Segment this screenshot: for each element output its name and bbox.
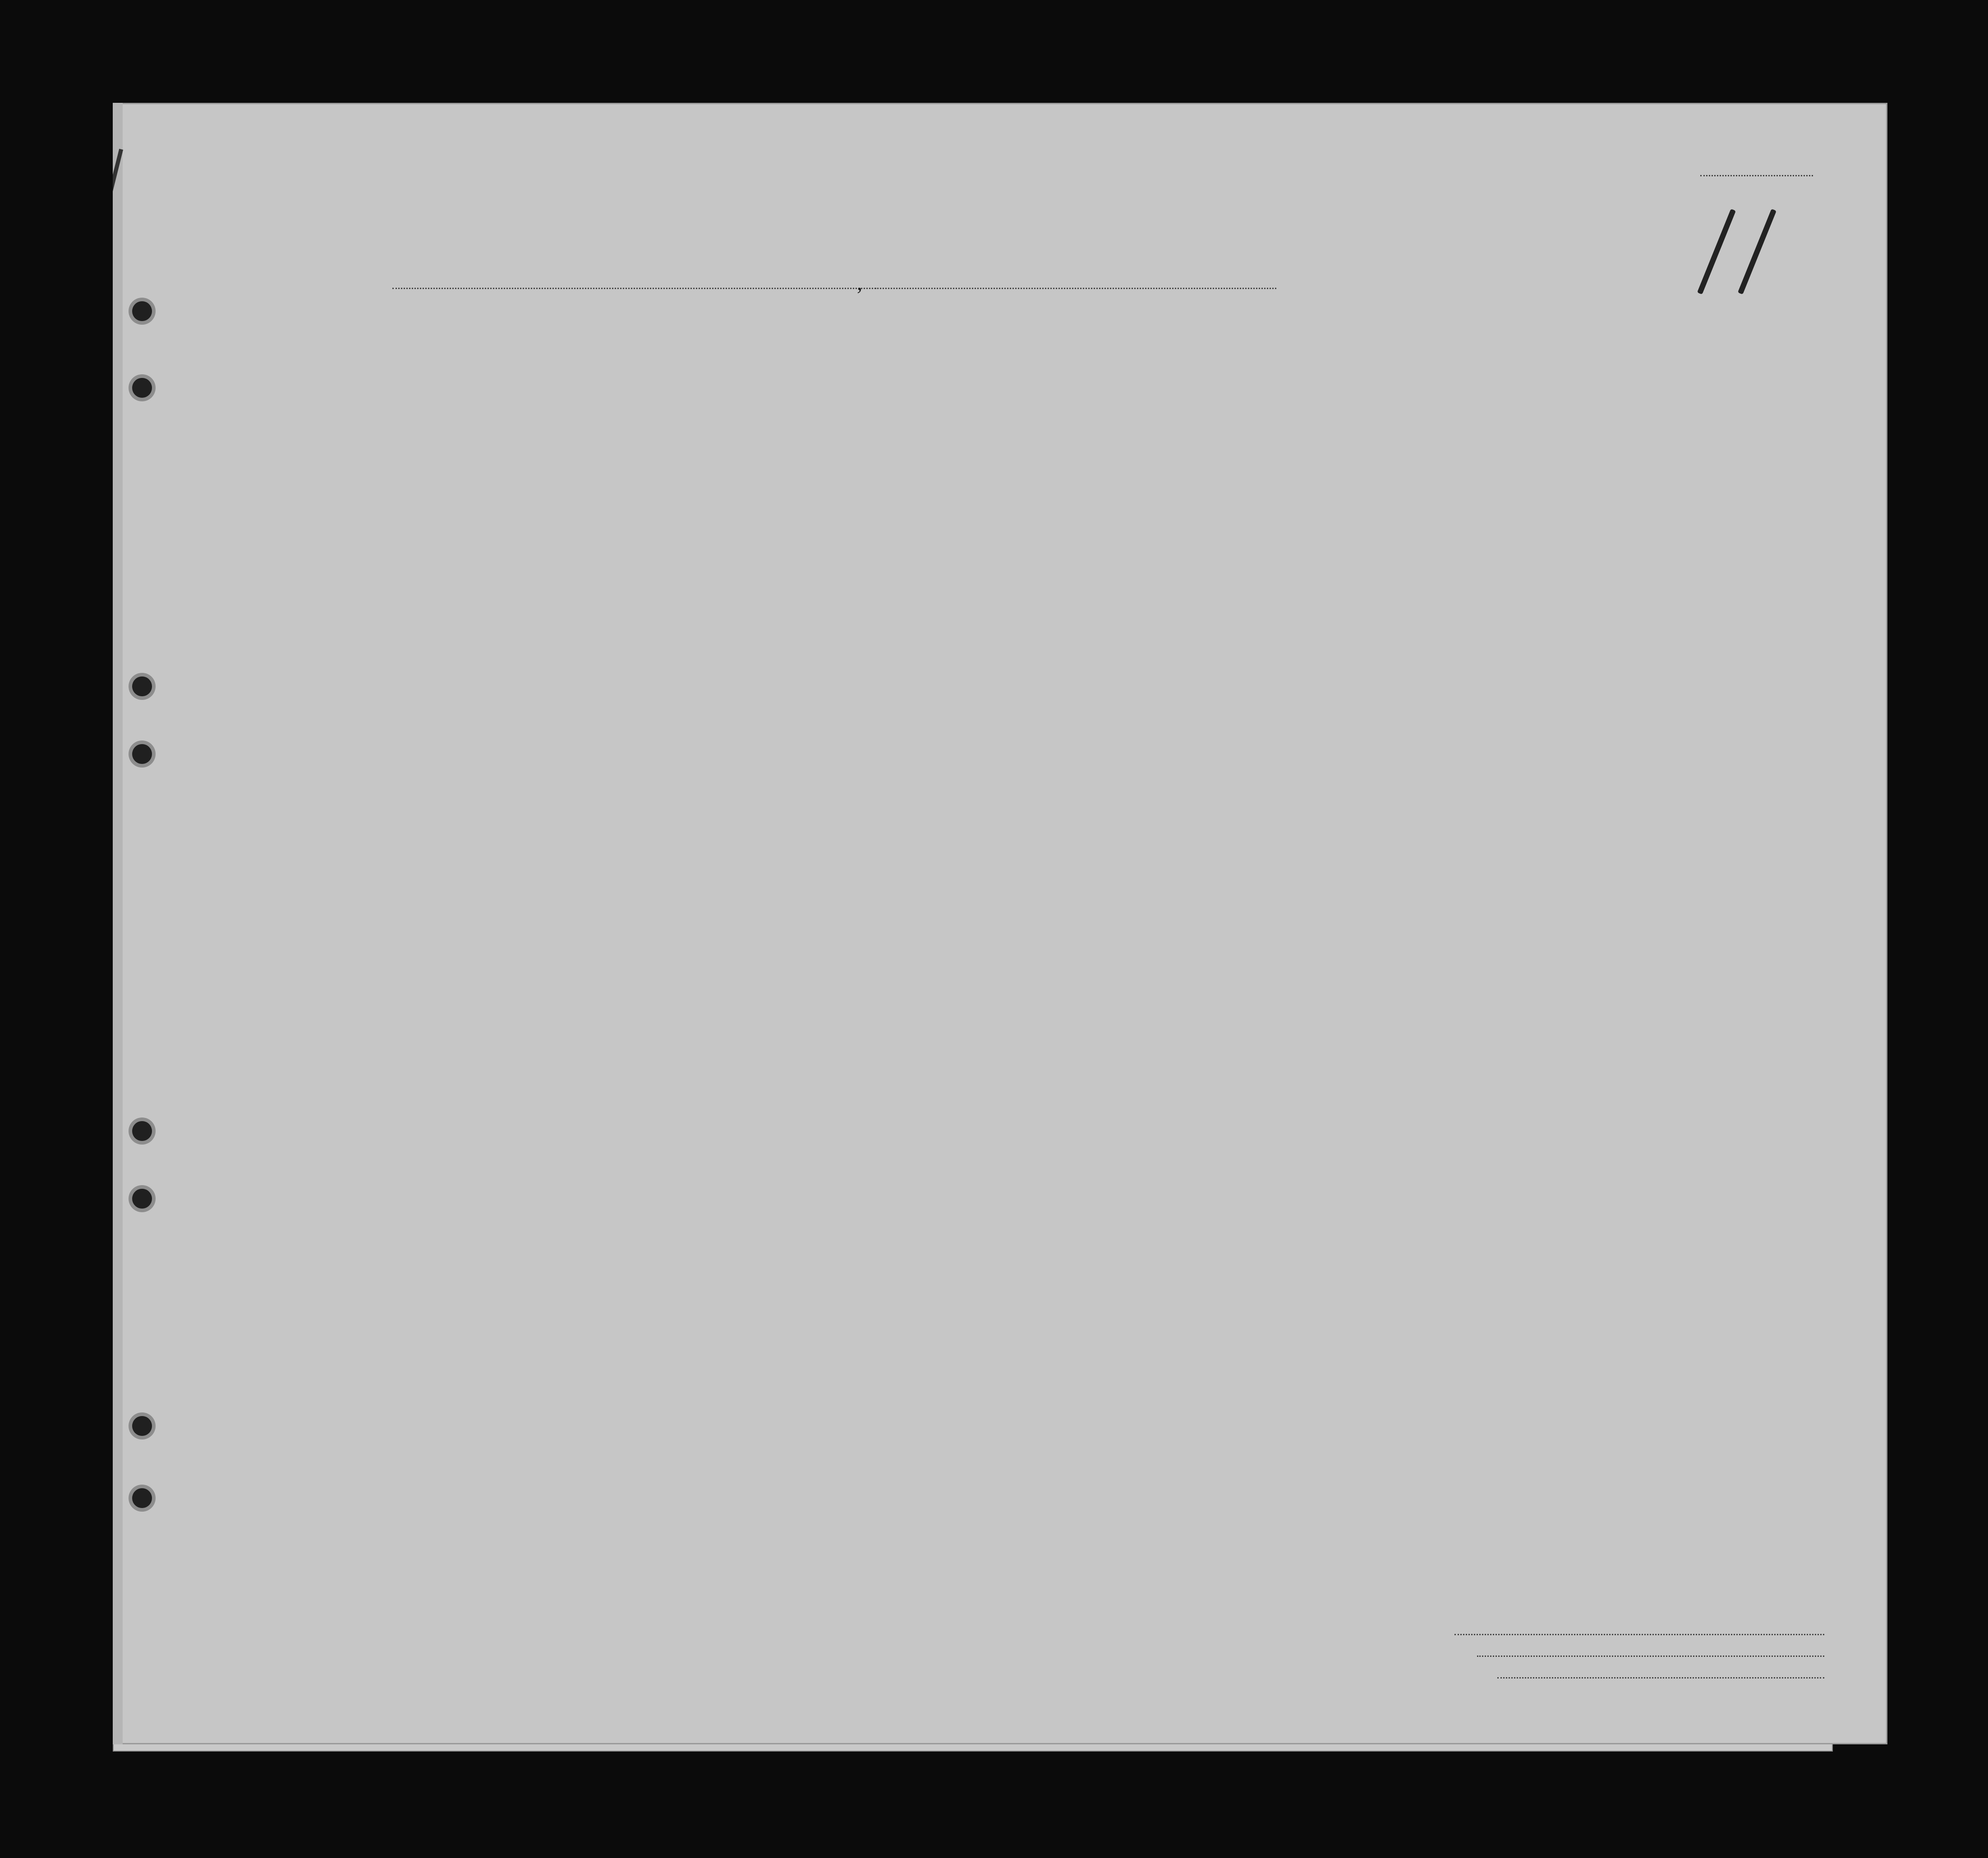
header-prison (1240, 358, 1272, 484)
header-question-29 (1381, 358, 1413, 484)
header-feet (1570, 432, 1588, 468)
agents-field (1497, 1677, 1824, 1679)
header-purpose-return (1146, 385, 1172, 484)
header-anarchist (1303, 364, 1321, 482)
manifest-grid (113, 103, 1887, 1744)
comma: , (857, 271, 862, 295)
header-question-30 (1414, 358, 1432, 484)
header-question-28 (1326, 358, 1376, 484)
header-polygamist (1281, 364, 1299, 482)
header-fifty-dollars (717, 369, 740, 477)
header-purpose-length (1177, 385, 1203, 484)
manifest-sheet (113, 103, 1887, 1744)
header-ticket (609, 378, 631, 473)
line-field (1454, 1634, 1824, 1635)
header-inches (1592, 432, 1610, 468)
owners-field (1477, 1656, 1824, 1657)
header-question-31 (1432, 358, 1450, 484)
header-purpose-citizen (1209, 385, 1235, 484)
